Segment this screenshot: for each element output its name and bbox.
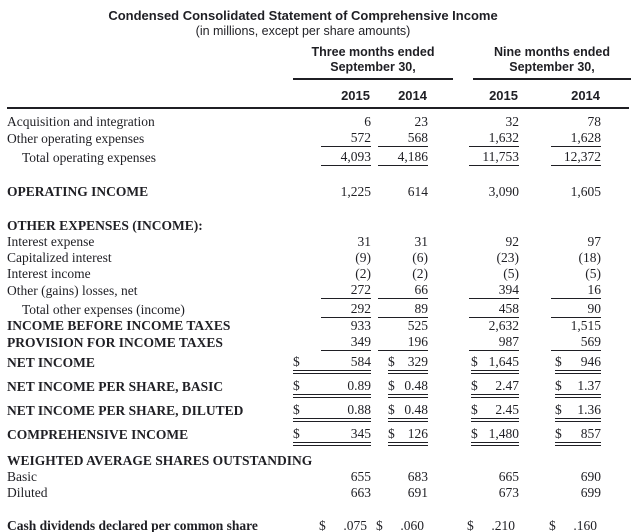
cell-value: 6 [364, 114, 371, 129]
cell-value: 1,628 [551, 130, 601, 147]
cell-value: (23) [496, 250, 519, 265]
empty-cell [7, 80, 290, 108]
table-row [7, 299, 629, 318]
cell-value: 0.88 [347, 402, 371, 417]
table-row [7, 130, 629, 147]
table-row [7, 399, 629, 423]
table-row [7, 234, 629, 250]
cell-value: 987 [469, 334, 519, 351]
cell-value: 699 [580, 485, 602, 500]
cell-value: 1,480 [488, 426, 519, 441]
period-label-line1: Three months ended [311, 45, 435, 59]
section-label: OTHER EXPENSES (INCOME): [7, 218, 203, 233]
dollar-sign: $ [471, 354, 478, 369]
statement-subtitle: (in millions, except per share amounts) [195, 24, 411, 38]
filler-cell [601, 299, 629, 318]
dollar-sign: $ [293, 378, 300, 393]
cell-value: .160 [573, 518, 598, 532]
row-label: OPERATING INCOME [7, 184, 149, 199]
cell-value: 2.45 [495, 402, 519, 417]
dollar-sign: $ [467, 518, 474, 532]
row-label: Other (gains) losses, net [7, 283, 138, 298]
dollar-sign: $ [293, 426, 300, 441]
cell-value: 663 [350, 485, 371, 500]
period-header-row [7, 45, 629, 80]
filler-cell [601, 234, 629, 250]
spacer-row [7, 200, 629, 218]
dollar-sign: $ [388, 378, 395, 393]
table-row [7, 423, 629, 447]
row-label: Capitalized interest [7, 250, 112, 265]
table-row [7, 147, 629, 166]
income-statement-table [7, 45, 629, 532]
dollar-sign: $ [376, 518, 383, 532]
cell-value: .060 [400, 518, 424, 532]
cell-value: 1,632 [469, 130, 519, 147]
cell-value: 32 [505, 114, 519, 129]
section-label: WEIGHTED AVERAGE SHARES OUTSTANDING [7, 453, 313, 468]
statement-title: Condensed Consolidated Statement of Comprehensive Income [108, 8, 498, 23]
filler-cell [601, 351, 629, 375]
section-header-row [7, 453, 629, 469]
cell-value: 2.47 [495, 378, 519, 393]
cell-value: 78 [587, 114, 602, 129]
filler-cell [601, 515, 629, 532]
cell-value: 614 [407, 184, 428, 199]
cell-value: 933 [350, 318, 371, 333]
row-label: Cash dividends declared per common share [7, 518, 258, 532]
row-label: PROVISION FOR INCOME TAXES [7, 335, 223, 350]
cell-value: 1.37 [577, 378, 602, 393]
cell-value: 458 [469, 301, 519, 318]
dollar-sign: $ [293, 402, 300, 417]
filler-cell [601, 334, 629, 351]
table-row [7, 375, 629, 399]
period-label-line1: Nine months ended [494, 45, 610, 59]
table-row [7, 334, 629, 351]
filler-cell [601, 423, 629, 447]
cell-value: 568 [378, 130, 428, 147]
row-label: NET INCOME PER SHARE, BASIC [7, 379, 224, 394]
period-label-line2: September 30, [330, 60, 416, 74]
filler-cell [601, 375, 629, 399]
cell-value: 1,605 [570, 184, 602, 199]
section-header-row [7, 218, 629, 234]
row-label: Total other expenses (income) [22, 302, 185, 317]
cell-value: (5) [585, 266, 602, 281]
cell-value: 4,186 [378, 149, 428, 166]
table-row [7, 282, 629, 299]
cell-value: (9) [355, 250, 371, 265]
row-label: Interest expense [7, 234, 95, 249]
dollar-sign: $ [319, 518, 326, 532]
cell-value: 272 [321, 282, 371, 299]
cell-value: (2) [355, 266, 371, 281]
cell-value: 691 [407, 485, 428, 500]
dollar-sign: $ [388, 426, 395, 441]
filler-cell [601, 469, 629, 485]
year-header: 2014 [371, 80, 428, 108]
row-label: Interest income [7, 266, 91, 281]
cell-value: 673 [498, 485, 519, 500]
cell-value: 1,515 [570, 318, 602, 333]
table-row [7, 184, 629, 200]
table-row [7, 266, 629, 282]
year-header: 2015 [428, 80, 519, 108]
cell-value: 31 [414, 234, 428, 249]
cell-value: (6) [412, 250, 428, 265]
spacer-row [7, 501, 629, 515]
filler-cell [601, 485, 629, 501]
row-label: Acquisition and integration [7, 114, 155, 129]
cell-value: (18) [578, 250, 602, 265]
row-label: Total operating expenses [22, 150, 157, 165]
cell-value: 525 [407, 318, 428, 333]
year-header: 2015 [290, 80, 371, 108]
dollar-sign: $ [388, 402, 395, 417]
cell-value: 196 [378, 334, 428, 351]
row-label: Diluted [7, 485, 48, 500]
row-label: INCOME BEFORE INCOME TAXES [7, 318, 231, 333]
cell-value: 126 [407, 426, 428, 441]
row-label: NET INCOME [7, 355, 95, 370]
cell-value: 90 [551, 301, 601, 318]
cell-value: 857 [580, 426, 602, 441]
row-label: Other operating expenses [7, 131, 145, 146]
table-row [7, 485, 629, 501]
filler-cell [601, 130, 629, 147]
cell-value: 292 [321, 301, 371, 318]
cell-value: 329 [407, 354, 428, 369]
cell-value: 31 [357, 234, 371, 249]
table-row [7, 250, 629, 266]
cell-value: 655 [350, 469, 371, 484]
cell-value: 572 [321, 130, 371, 147]
dollar-sign: $ [471, 378, 478, 393]
cell-value: 16 [551, 282, 601, 299]
filler-cell [601, 318, 629, 334]
cell-value: 683 [407, 469, 428, 484]
cell-value: 569 [551, 334, 601, 351]
cell-value: .075 [343, 518, 367, 532]
table-row [7, 318, 629, 334]
filler-cell [601, 266, 629, 282]
cell-value: 1,225 [340, 184, 371, 199]
cell-value: 97 [587, 234, 602, 249]
filler-cell [601, 184, 629, 200]
cell-value: 4,093 [321, 149, 371, 166]
filler-cell [601, 282, 629, 299]
cell-value: 2,632 [488, 318, 519, 333]
row-label: COMPREHENSIVE INCOME [7, 427, 189, 442]
cell-value: 394 [469, 282, 519, 299]
dollar-sign: $ [555, 378, 562, 393]
cell-value: 11,753 [469, 149, 519, 166]
cell-value: 1,645 [488, 354, 519, 369]
dollar-sign: $ [471, 402, 478, 417]
filler-cell [601, 147, 629, 166]
period-header-three-months [290, 45, 435, 80]
filler-cell [601, 250, 629, 266]
cell-value: (5) [503, 266, 519, 281]
cell-value: 349 [321, 334, 371, 351]
year-header-row [7, 80, 629, 108]
dollar-sign: $ [555, 426, 562, 441]
dollar-sign: $ [549, 518, 556, 532]
dollar-sign: $ [555, 402, 562, 417]
filler-cell [601, 80, 629, 108]
cell-value: .210 [491, 518, 515, 532]
dollar-sign: $ [388, 354, 395, 369]
cell-value: 0.89 [347, 378, 371, 393]
table-row [7, 469, 629, 485]
table-row [7, 351, 629, 375]
cell-value: 66 [378, 282, 428, 299]
cell-value: 23 [414, 114, 428, 129]
cell-value: (2) [412, 266, 428, 281]
table-row [7, 108, 629, 130]
cell-value: 1.36 [577, 402, 602, 417]
cell-value: 584 [350, 354, 371, 369]
cell-value: 0.48 [404, 402, 428, 417]
spacer-row [7, 166, 629, 184]
table-row [7, 515, 629, 532]
dollar-sign: $ [471, 426, 478, 441]
cell-value: 690 [580, 469, 602, 484]
cell-value: 3,090 [488, 184, 519, 199]
cell-value: 345 [350, 426, 371, 441]
row-label: Basic [7, 469, 37, 484]
row-label: NET INCOME PER SHARE, DILUTED [7, 403, 244, 418]
cell-value: 89 [378, 301, 428, 318]
cell-value: 0.48 [404, 378, 428, 393]
cell-value: 92 [505, 234, 519, 249]
filler-cell [601, 399, 629, 423]
period-header-nine-months [428, 45, 610, 80]
dollar-sign: $ [555, 354, 562, 369]
cell-value: 946 [580, 354, 602, 369]
filler-cell [601, 108, 629, 130]
period-label-line2: September 30, [509, 60, 595, 74]
year-header: 2014 [519, 80, 601, 108]
cell-value: 665 [498, 469, 519, 484]
empty-cell [7, 45, 290, 80]
dollar-sign: $ [293, 354, 300, 369]
cell-value: 12,372 [551, 149, 601, 166]
